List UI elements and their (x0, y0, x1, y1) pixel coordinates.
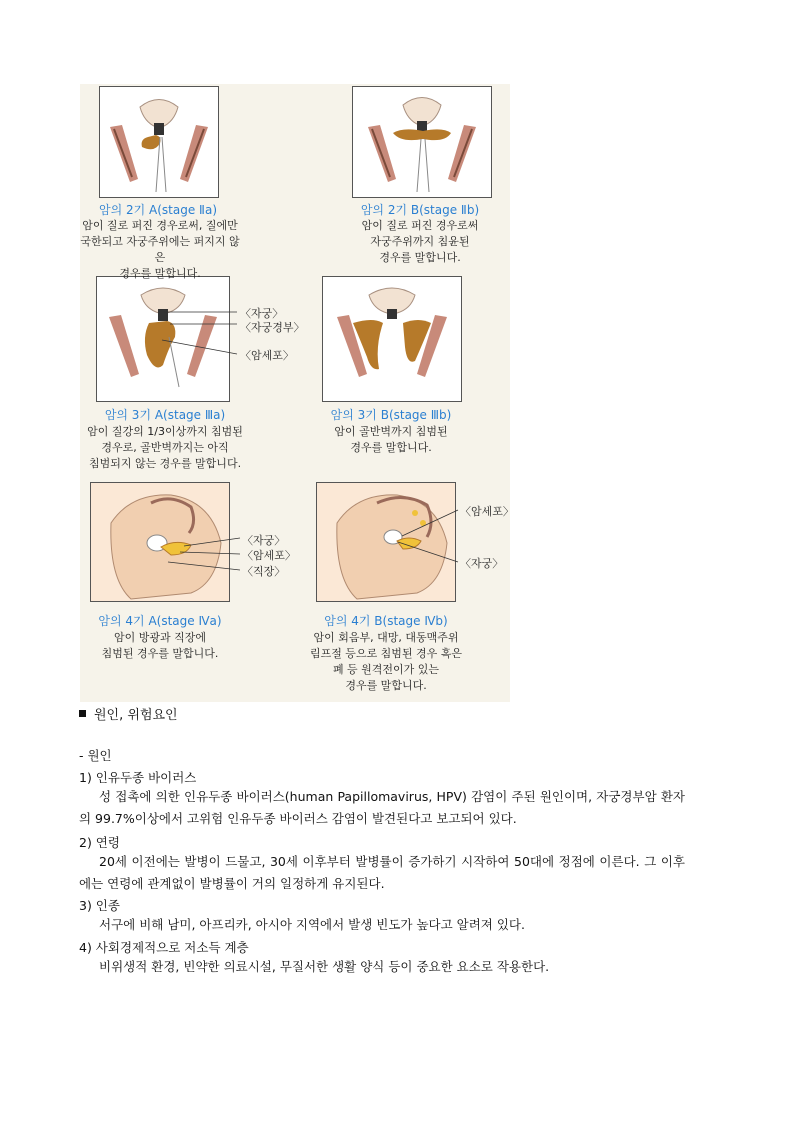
callout-uterus: 〈자궁〉 (242, 534, 286, 547)
cancer-stage-figure (80, 84, 514, 702)
item-1-text: 성 접촉에 의한 인유두종 바이러스(human Papillomavirus, HPV) 감염이 주된 원인이며, 자궁경부암 환자의 99.7%이상에서 고위험 인유두종 바이러스 감염이 발견된다고 보고되어 있다. (79, 789, 685, 826)
square-bullet-icon (79, 710, 86, 717)
callout-cancer-cell: 〈암세포〉 (240, 349, 294, 362)
stage-4b-description: 암이 회음부, 대망, 대동맥주위 림프절 등으로 침범된 경우 혹은 폐 등 원격전이가 있는 경우를 말합니다. (309, 631, 463, 692)
stage-4a-title: 암의 4기 A(stage Ⅳa) (98, 614, 222, 628)
stage-4a-description: 암이 방광과 직장에 침범된 경우를 말합니다. (101, 631, 219, 660)
callout-uterus: 〈자궁〉 (460, 557, 504, 570)
stage-3a-title: 암의 3기 A(stage Ⅲa) (104, 408, 226, 422)
item-4-text: 비위생적 환경, 빈약한 의료시설, 무질서한 생활 양식 등이 중요한 요소로 작용한다. (99, 959, 550, 974)
callout-leader-lines (80, 84, 510, 702)
section-heading: 원인, 위험요인 (79, 704, 178, 723)
subheading: - 원인 (79, 748, 112, 763)
item-3-text: 서구에 비해 남미, 아프리카, 아시아 지역에서 발생 빈도가 높다고 알려져 있다. (99, 917, 525, 932)
callout-cervix: 〈자궁경부〉 (240, 321, 305, 334)
callout-cancer-cell: 〈암세포〉 (242, 549, 296, 562)
callout-cancer-cell: 〈암세포〉 (460, 505, 514, 518)
callout-rectum: 〈직장〉 (242, 565, 286, 578)
stage-2a-description: 암이 질로 퍼진 경우로써, 질에만 국한되고 자궁주위에는 퍼지지 않은 경우를 말합니다. (80, 219, 240, 280)
stage-2b-description: 암이 질로 퍼진 경우로써 자궁주위까지 침윤된 경우를 말합니다. (361, 219, 479, 264)
item-3-heading: 3) 인종 (79, 898, 120, 913)
item-4-heading: 4) 사회경제적으로 저소득 계층 (79, 940, 249, 955)
stage-3b-description: 암이 골반벽까지 침범된 경우를 말합니다. (334, 425, 448, 454)
stage-3a-description: 암이 질강의 1/3이상까지 침범된 경우로, 골반벽까지는 아직 침범되지 않는 경우를 말합니다. (87, 425, 243, 470)
item-2-text: 20세 이전에는 발병이 드물고, 30세 이후부터 발병률이 증가하기 시작하여 50대에 정점에 이른다. 그 이후에는 연령에 관계없이 발병률이 거의 일정하게 유지된다. (79, 854, 685, 891)
item-1-heading: 1) 인유두종 바이러스 (79, 770, 197, 785)
callout-uterus: 〈자궁〉 (240, 307, 284, 320)
stage-2a-title: 암의 2기 A(stage Ⅱa) (99, 203, 217, 217)
stage-3b-title: 암의 3기 B(stage Ⅲb) (330, 408, 452, 422)
stage-2b-title: 암의 2기 B(stage Ⅱb) (360, 203, 480, 217)
item-2-heading: 2) 연령 (79, 835, 120, 850)
stage-4b-title: 암의 4기 B(stage Ⅳb) (324, 614, 448, 628)
